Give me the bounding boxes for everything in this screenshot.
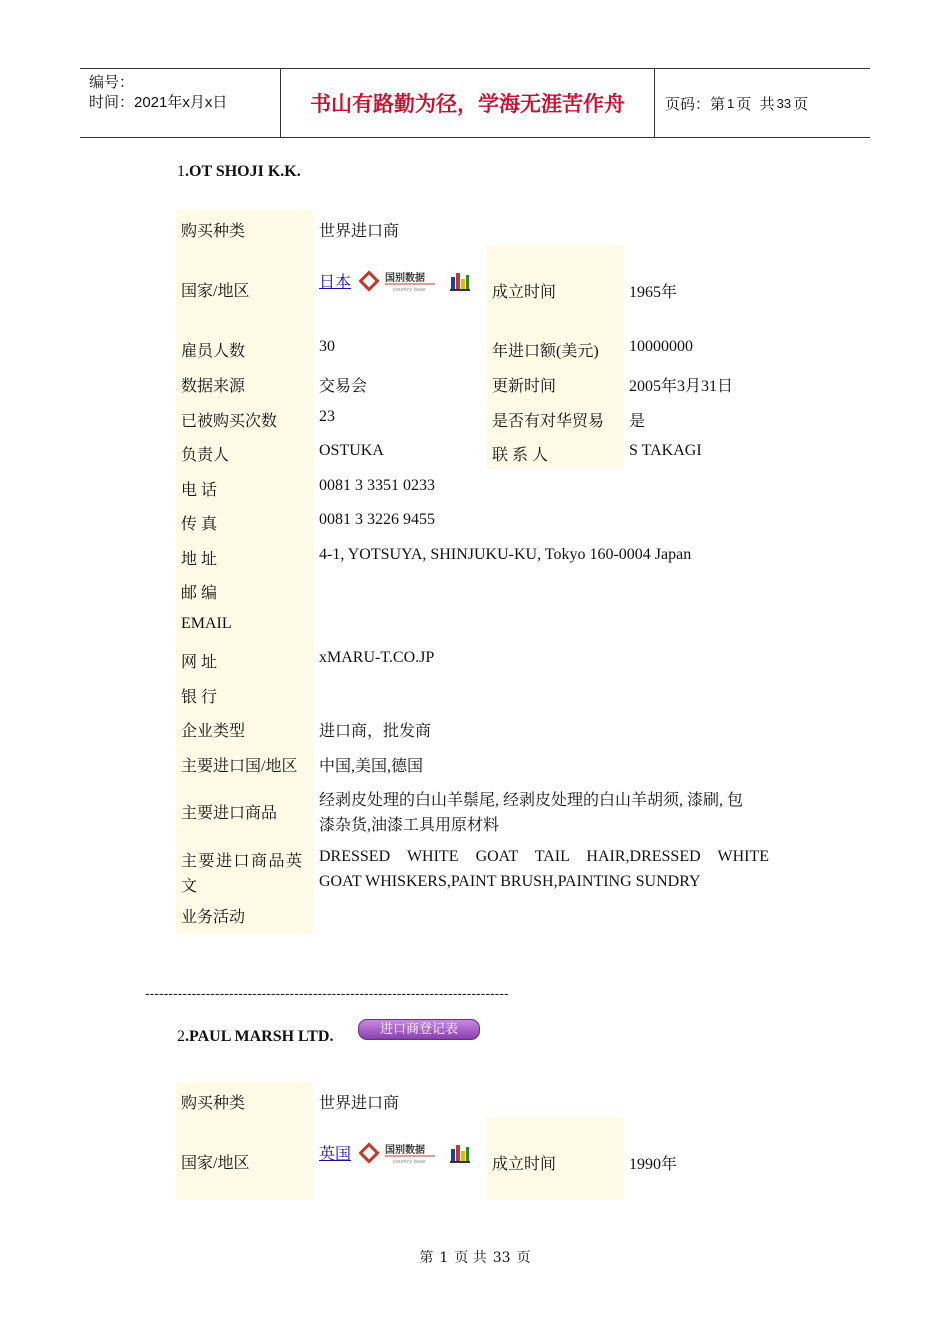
table-row: EMAIL: [176, 607, 776, 641]
record-table: [176, 210, 776, 934]
table-row: 主要进口国/地区 中国,美国,德国: [176, 745, 776, 779]
table-row: 已被购买次数 23 是否有对华贸易 是: [176, 400, 776, 434]
table-row: 电 话 0081 3 3351 0233: [176, 469, 776, 503]
table-row: 业务活动: [176, 900, 776, 934]
importer-registration-button[interactable]: 进口商登记表: [358, 1019, 480, 1040]
record-title: 1.OT SHOJI K.K.: [177, 163, 301, 180]
svg-text:国别数据: 国别数据: [385, 273, 426, 284]
page-footer: 第 1 页 共 33 页: [419, 1250, 531, 1266]
table-row: 企业类型 进口商，批发商: [176, 710, 776, 745]
table-row: 传 真 0081 3 3226 9455: [176, 503, 776, 538]
header-page-info: 页码：第 1 页 共 33 页: [665, 95, 809, 113]
table-row: 国家/地区 日本 国别数据 country base 成立时间 1965年: [176, 245, 776, 330]
number-label: 编号：: [89, 74, 135, 91]
table-row: 地 址 4-1, YOTSUYA, SHINJUKU-KU, Tokyo 160-0004 Japan: [176, 538, 776, 572]
header-page-num: 1: [727, 95, 735, 111]
table-row: 雇员人数 30 年进口额(美元) 10000000: [176, 330, 776, 365]
page-header: [80, 68, 870, 138]
table-row: 银 行: [176, 676, 776, 710]
table-row: 主要进口商品 经剥皮处理的白山羊鬃尾, 经剥皮处理的白山羊胡须, 漆刷, 包 漆杂货,油漆工具用原材料: [176, 779, 776, 840]
bar-chart-icon[interactable]: [449, 1143, 471, 1168]
header-meta: [80, 69, 281, 137]
record-table: [176, 1082, 776, 1200]
country-data-logo-icon[interactable]: [359, 1141, 439, 1170]
table-row: 主要进口商品英 文 DRESSED WHITE GOAT TAIL HAIR,DRESSED WHITE GOAT WHISKERS,PAINT BRUSH,PAINTING SUNDRY: [176, 840, 776, 900]
time-label: 时间：2021年x月x日: [89, 94, 228, 111]
table-row: 数据来源 交易会 更新时间 2005年3月31日: [176, 365, 776, 400]
table-row: 国家/地区 英国 国别数据 country base 成立时间 1990年: [176, 1117, 776, 1200]
table-row: 购买种类 世界进口商: [176, 210, 776, 245]
country-data-logo-icon[interactable]: [359, 269, 439, 298]
svg-text:country base: country base: [393, 287, 426, 293]
table-row: 负责人 OSTUKA 联 系 人 S TAKAGI: [176, 434, 776, 469]
country-link[interactable]: 日本: [319, 274, 352, 292]
bar-chart-icon[interactable]: [449, 271, 471, 296]
country-link[interactable]: 英国: [319, 1146, 352, 1164]
footer-page-total: 33: [492, 1250, 511, 1266]
record-divider: ------------------------------------------------------------------------------: [145, 985, 509, 1001]
table-row: 邮 编: [176, 572, 776, 607]
record-title: 2.PAUL MARSH LTD.: [177, 1028, 334, 1045]
table-row: 网 址 xMARU-T.CO.JP: [176, 641, 776, 676]
table-row: 购买种类 世界进口商: [176, 1082, 776, 1117]
svg-text:国别数据: 国别数据: [385, 1145, 426, 1156]
header-slogan: 书山有路勤为径，学海无涯苦作舟: [281, 69, 655, 137]
svg-text:country base: country base: [393, 1159, 426, 1165]
header-page-total: 33: [776, 95, 792, 111]
footer-page-num: 1: [439, 1250, 449, 1266]
